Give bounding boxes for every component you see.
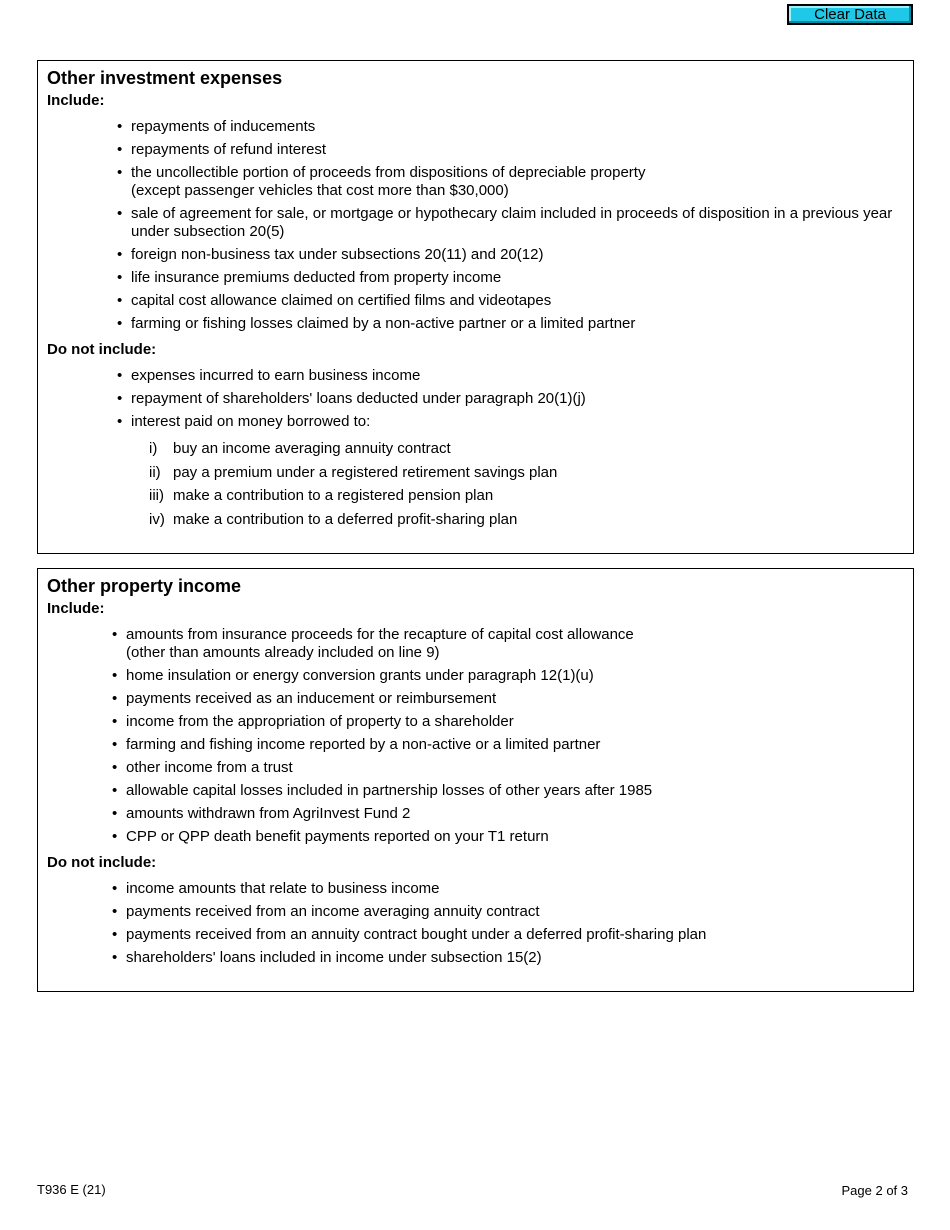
list-item: [149, 487, 904, 505]
list-item: [149, 510, 904, 529]
list-item: • payments received from an annuity contract bought under a deferred profit-sharing plan: [126, 926, 904, 944]
list-item: • amounts withdrawn from AgriInvest Fund 2: [126, 805, 904, 823]
clear-data-button[interactable]: Clear Data: [787, 4, 913, 25]
list-item: [149, 440, 904, 458]
investment-include-list: [47, 118, 904, 333]
property-exclude-list: [47, 880, 904, 967]
list-item: • home insulation or energy conversion grants under paragraph 12(1)(u): [126, 667, 904, 685]
list-item-text: amounts from insurance proceeds for the recapture of capital cost allowance: [126, 626, 634, 643]
investment-include-heading: Include:: [47, 92, 105, 109]
property-income-section: [37, 568, 914, 992]
list-item: • life insurance premiums deducted from property income: [131, 269, 904, 287]
list-item-text: make a contribution to a registered pension plan: [173, 487, 494, 504]
list-item: [131, 164, 904, 200]
list-item-number: ii): [149, 463, 161, 481]
list-item: • shareholders' loans included in income under subsection 15(2): [126, 949, 904, 967]
list-item-text: pay a premium under a registered retirement savings plan: [173, 463, 558, 481]
investment-exclude-heading: Do not include:: [47, 341, 157, 358]
list-item: • farming and fishing income reported by a non-active or a limited partner: [126, 736, 904, 754]
list-item-text: make a contribution to a deferred profit-sharing plan: [173, 510, 518, 528]
list-item-text-continued: (except passenger vehicles that cost more than $30,000): [131, 182, 509, 199]
list-item: [126, 626, 904, 662]
list-item: • CPP or QPP death benefit payments reported on your T1 return: [126, 828, 904, 846]
list-item: • sale of agreement for sale, or mortgage or hypothecary claim included in proceeds of disposition in a previous year under subsection 20(5): [131, 205, 904, 241]
interest-purposes-list: [47, 440, 904, 529]
property-include-heading: Include:: [47, 600, 105, 617]
list-item-number: i): [149, 440, 158, 457]
list-item: • expenses incurred to earn business income: [131, 367, 904, 385]
investment-exclude-list: [47, 367, 904, 431]
list-item: • repayments of refund interest: [131, 141, 904, 159]
list-item: • income amounts that relate to business income: [126, 880, 904, 898]
page-number: Page 2 of 3: [841, 1183, 908, 1198]
form-code: T936 E (21): [37, 1182, 106, 1197]
list-item-text: the uncollectible portion of proceeds from dispositions of depreciable property: [131, 164, 646, 181]
property-include-list: [47, 626, 904, 846]
list-item: • repayment of shareholders' loans deducted under paragraph 20(1)(j): [131, 390, 904, 408]
list-item: • income from the appropriation of property to a shareholder: [126, 713, 904, 731]
list-item: • foreign non-business tax under subsections 20(11) and 20(12): [131, 246, 904, 264]
list-item: • interest paid on money borrowed to:: [131, 413, 904, 431]
list-item: • other income from a trust: [126, 759, 904, 777]
investment-expenses-section: [37, 60, 914, 554]
investment-expenses-title: Other investment expenses: [47, 68, 283, 88]
list-item-number: iii): [149, 487, 164, 504]
list-item: • capital cost allowance claimed on certified films and videotapes: [131, 292, 904, 310]
property-exclude-heading: Do not include:: [47, 854, 157, 871]
list-item-text: buy an income averaging annuity contract: [173, 440, 451, 457]
list-item: • repayments of inducements: [131, 118, 904, 136]
list-item: [149, 463, 904, 482]
property-income-title: Other property income: [47, 576, 242, 596]
list-item-text-continued: (other than amounts already included on line 9): [126, 644, 440, 661]
list-item: • farming or fishing losses claimed by a non-active partner or a limited partner: [131, 315, 904, 333]
list-item: • payments received from an income averaging annuity contract: [126, 903, 904, 921]
list-item: • payments received as an inducement or reimbursement: [126, 690, 904, 708]
list-item-number: iv): [149, 510, 165, 528]
list-item: • allowable capital losses included in partnership losses of other years after 1985: [126, 782, 904, 800]
